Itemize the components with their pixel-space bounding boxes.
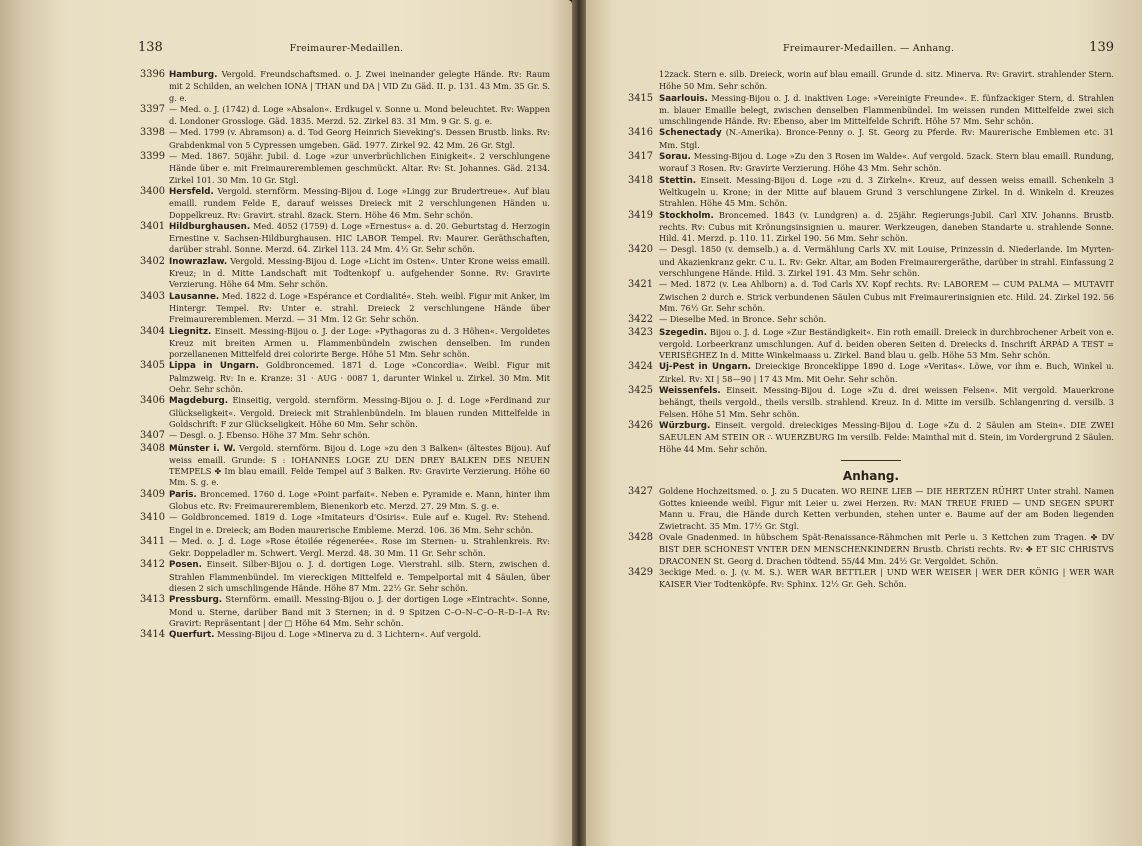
entry-number: 3428 bbox=[628, 531, 653, 543]
entry-number: 3407 bbox=[140, 430, 165, 442]
catalog-entry bbox=[140, 291, 550, 326]
entry-place: Münster i. W. bbox=[169, 443, 236, 454]
entry-number: 3426 bbox=[628, 419, 653, 431]
running-title: Freimaurer-Medaillen. bbox=[289, 43, 404, 54]
entry-text: Med. 4052 (1759) d. Loge »Ernestus« a. d. 20. Geburtstag d. Herzogin Ernestine v. Sachsen-Hildburghausen. HIC LABOR Tempel. Rv: Maurer. Geräthschaften, darüber strahl. Sonne. Merzd. 64. Zirkel 113. 24 Mm. 4½ Gr. Sehr schön. bbox=[169, 220, 550, 255]
entry-text: Vergold. Freundschaftsmed. o. J. Zwei ineinander gelegte Hände. Rv: Raum mit 2 Schilden, an welchen IONA | THAN und DA | VID Zu Gäd. II. p. 131. 43 Mm. 35 Gr. S. g. e. bbox=[169, 69, 550, 103]
entry-text: — Med. 1872 (v. Lea Ahlborn) a. d. Tod Carls XV. Kopf rechts. Rv: LABOREM — CUM PALMA — MUTAVIT Zwischen 2 durch e. Strick verbundenen Säulen Cubus mit Freimaurerinsignien etc. Hild. 24. Zirkel 192. 56 Mm. 76½ Gr. Sehr schön. bbox=[659, 279, 1114, 313]
catalog-entry bbox=[140, 256, 550, 291]
entry-text: Vergold. sternförm. Bijou d. Loge »zu den 3 Balken« (ältestes Bijou). Auf weiss emaill. Grunde: S : IOHANNES LOGE ZU DEN DREY BALKEN DES NEUEN TEMPELS ✤ Im blau emaill. Felde Tempel auf 3 Balken. Rv: Gravirte Verzierung. Höhe 60 Mm. S. g. e. bbox=[169, 442, 550, 488]
catalog-entry bbox=[140, 536, 550, 560]
entry-text: 3eckige Med. o. J. (v. M. S.). WER WAR BETTLER | UND WER WEISER | WER DER KÖNIG | WER WAR KAISER Vier Todtenköpfe. Rv: Sphinx. 12½ Gr. Geh. Schön. bbox=[659, 566, 1114, 590]
appendix-title: Anhang. bbox=[842, 468, 900, 483]
entry-text: Messing-Bijou d. Loge »Minerva zu d. 3 Lichtern«. Auf vergold. bbox=[217, 629, 481, 640]
catalog-entry bbox=[628, 385, 1114, 420]
entry-place: Weissenfels. bbox=[659, 386, 721, 397]
page-number: 139 bbox=[1089, 40, 1114, 55]
catalog-entry bbox=[628, 210, 1114, 245]
left-page-header bbox=[138, 40, 550, 55]
entry-text: — Goldbroncemed. 1819 d. Loge »Imitateurs d'Osiris«. Eule auf e. Kugel. Rv: Stehend. Engel in e. Dreieck; am Boden maurerische Embleme. Merzd. 106. 36 Mm. Sehr schön. bbox=[169, 512, 550, 535]
catalog-entry bbox=[140, 512, 550, 536]
catalog-entry bbox=[140, 104, 550, 128]
entry-text: Einseit. Silber-Bijou o. J. d. dortigen Loge. Vierstrahl. silb. Stern, zwischen d. Strahlen Flammenbündel. Im viereckigen Mittelfeld e. Tempelportal mit 4 Säulen, über diesen 2 sich umschlingende Hände. Höhe 87 Mm. 22½ Gr. Sehr schön. bbox=[169, 559, 551, 594]
entry-number: 3405 bbox=[140, 360, 165, 372]
entry-number: 3404 bbox=[140, 325, 165, 337]
catalog-entry bbox=[140, 489, 550, 513]
divider bbox=[841, 460, 901, 461]
entry-place: Hildburghausen. bbox=[169, 221, 251, 232]
entry-place: Liegnitz. bbox=[169, 326, 212, 337]
entry-text: Goldbroncemed. 1871 d. Loge »Concordia«. Weibl. Figur mit Palmzweig. Rv: In e. Kranze: 31 · AUG · 0087 1, darunter Winkel u. Zirkel. 30 Mm. Mit Oehr. Sehr schön. bbox=[169, 360, 550, 395]
book-gutter bbox=[572, 0, 586, 846]
entry-number: 3429 bbox=[628, 566, 653, 578]
entry-text: Broncemed. 1843 (v. Lundgren) a. d. 25jähr. Regierungs-Jubil. Carl XIV. Johanns. Brustb. rechts. Rv: Cubus mit Krönungsinsignien u. maurer. Werkzeugen, daneben Standarte u. strahlende Sonne. Hild. 41. Merzd. p. 110. 11. Zirkel 190. 56 Mm. Sehr schön. bbox=[659, 209, 1115, 244]
entry-text: Sternförm. emaill. Messing-Bijou o. J. der dortigen Loge »Eintracht«. Sonne, Mond u. Sterne, darüber Band mit 3 Sternen; in d. 9 Spitzen C–O–N–C–O–R–D–I–A Rv: Gravirt: Repräsentant | der □ Höhe 64 Mm. Sehr schön. bbox=[169, 594, 550, 628]
catalog-entry bbox=[140, 559, 550, 594]
catalog-entry bbox=[140, 186, 550, 221]
entry-place: Lausanne. bbox=[169, 291, 220, 302]
catalog-entry bbox=[628, 244, 1114, 279]
entry-text: Vergold. Messing-Bijou d. Loge »Licht im Osten«. Unter Krone weiss emaill. Kreuz; in d. Mitte Landschaft mit Todtenkopf u. aufgehender Sonne. Rv: Gravirte Verzierung. Höhe 64 Mm. Sehr schön. bbox=[169, 255, 551, 290]
entry-number: 3427 bbox=[628, 485, 653, 497]
entry-number: 3396 bbox=[140, 69, 165, 80]
catalog-entry bbox=[628, 279, 1114, 314]
entry-place: Querfurt. bbox=[169, 630, 215, 641]
entry-place: Stettin. bbox=[659, 175, 697, 186]
catalog-entry bbox=[140, 629, 550, 641]
catalog-entry bbox=[628, 69, 1114, 93]
catalog-entry bbox=[140, 127, 550, 151]
catalog-entry bbox=[140, 326, 550, 361]
catalog-entry bbox=[140, 151, 550, 186]
entry-list bbox=[140, 69, 550, 642]
catalog-entry bbox=[628, 93, 1114, 128]
entry-number: 3416 bbox=[628, 127, 653, 139]
catalog-entry bbox=[628, 567, 1114, 591]
entry-text: Ovale Gnadenmed. in hübschem Spät-Renaissance-Rähmchen mit Perle u. 3 Kettchen zum Tragen. ✤ DV BIST DER SCHONEST VNTER DEN MENSCHENKINDERN Brustb. Christi rechts. Rv: ✤ ET SIC CHRISTVS DRACONEN St. Georg d. Drachen tödtend. 55/44 Mm. 24½ Gr. Vergoldet. Schön. bbox=[659, 531, 1114, 566]
entry-text: — Med. o. J. d. Loge »Rose étoilée régenerée«. Rose im Sternen- u. Strahlenkreis. Rv: Gekr. Doppeladler m. Schwert. Vergl. Merzd. 48. 30 Mm. 11 Gr. Sehr schön. bbox=[169, 535, 550, 559]
entry-text: Vergold. sternförm. Messing-Bijou d. Loge »Lingg zur Brudertreue«. Auf blau emaill. rundem Felde E, darauf weisses Dreieck mit 2 verschlungenen Händen u. Doppelkreuz. Rv: Gravirt. strahl. 8zack. Stern. Höhe 46 Mm. Sehr schön. bbox=[169, 185, 550, 220]
entry-number: 3419 bbox=[628, 209, 653, 221]
entry-number: 3411 bbox=[140, 535, 165, 547]
catalog-entry bbox=[140, 69, 550, 104]
entry-list bbox=[628, 69, 1114, 455]
entry-text: Broncemed. 1760 d. Loge »Point parfait«. Neben e. Pyramide e. Mann, hinter ihm Globus etc. Rv: Freimaureremblem, Bienenkorb etc. Merzd. 27. 29 Mm. S. g. e. bbox=[169, 488, 550, 511]
entry-number: 3398 bbox=[140, 127, 165, 139]
catalog-entry bbox=[628, 532, 1114, 567]
entry-number: 3406 bbox=[140, 395, 165, 407]
entry-number: 3413 bbox=[140, 594, 165, 606]
catalog-entry bbox=[628, 151, 1114, 175]
running-title: Freimaurer-Medaillen. — Anhang. bbox=[782, 43, 955, 54]
entry-place: Paris. bbox=[169, 489, 197, 500]
entry-place: Szegedin. bbox=[659, 327, 707, 338]
entry-text: — Desgl. 1850 (v. demselb.) a. d. Vermählung Carls XV. mit Louise, Prinzessin d. Niederlande. Im Myrten- und Akazienkranz gekr. C u. L. Rv: Gekr. Altar, am Boden Freimaurergeräthe, darüber in strahl. Einfassung 2 verschlungene Hände. Hild. 3. Zirkel 191. 43 Mm. Sehr schön. bbox=[659, 244, 1114, 279]
right-page-header bbox=[628, 40, 1114, 55]
catalog-entry bbox=[140, 430, 550, 442]
entry-text: Bijou o. J. d. Loge »Zur Beständigkeit«. Ein roth emaill. Dreieck in durchbrochener Arbeit von e. vergold. Lorbeerkranz umschlungen. Auf d. beiden oberen Seiten d. Dreiecks d. Inschrift ÁRPÁD A TEST = VERISÉGHEZ In d. Mitte Winkelmaass u. Zirkel. Band blau u. gelb. Höhe 53 Mm. Sehr schön. bbox=[659, 326, 1114, 361]
entry-place: Magdeburg. bbox=[169, 396, 229, 407]
page-edge bbox=[0, 0, 60, 846]
entry-number: 3399 bbox=[140, 151, 165, 163]
entry-text: Goldene Hochzeitsmed. o. J. zu 5 Ducaten. WO REINE LIEB — DIE HERTZEN RÜHRT Unter strahl. Namen Gottes knieende weibl. Figur mit Leier u. zwei Herzen. Rv: MAN TREUE FRIED — UND SEGEN SPURT Mann u. Frau, die Hände durch Ketten verbunden, stehen unter e. Baume auf der am Boden liegenden Zwietracht. 35 Mm. 17½ Gr. Stgl. bbox=[659, 485, 1114, 531]
entry-number: 3397 bbox=[140, 103, 165, 115]
catalog-entry bbox=[140, 360, 550, 395]
entry-text: — Desgl. o. J. Ebenso. Höhe 37 Mm. Sehr schön. bbox=[169, 430, 371, 441]
entry-place: Hersfeld. bbox=[169, 186, 214, 197]
entry-number: 3402 bbox=[140, 255, 165, 267]
entry-text: — Med. o. J. (1742) d. Loge »Absalon«. Erdkugel v. Sonne u. Mond beleuchtet. Rv: Wappen d. Londoner Grossloge. Gäd. 1835. Merzd. 52. Zirkel 83. 31 Mm. 9 Gr. S. g. e. bbox=[169, 103, 550, 127]
entry-place: Schenectady bbox=[659, 128, 722, 139]
catalog-entry bbox=[628, 175, 1114, 210]
entry-text: (N.-Amerika). Bronce-Penny o. J. St. Georg zu Pferde. Rv: Maurerische Emblemen etc. 31 Mm. Stgl. bbox=[659, 127, 1114, 150]
entry-text: — Dieselbe Med. in Bronce. Sehr schön. bbox=[659, 314, 827, 325]
entry-number: 3417 bbox=[628, 151, 653, 163]
entry-number: 3424 bbox=[628, 361, 653, 373]
entry-number: 3408 bbox=[140, 442, 165, 454]
entry-number: 3412 bbox=[140, 559, 165, 571]
entry-text: Dreieckige Bronceklippe 1890 d. Loge »Veritas«. Löwe, vor ihm e. Buch, Winkel u. Zirkel. Rv: XI | 58—90 | 17 43 Mm. Mit Oehr. Sehr schön. bbox=[659, 361, 1114, 384]
entry-number: 3425 bbox=[628, 385, 653, 397]
entry-place: Uj-Pest in Ungarn. bbox=[659, 362, 752, 373]
entry-text: Messing-Bijou o. J. d. inaktiven Loge: »Vereinigte Freunde«. E. fünfzackiger Stern, d. Strahlen m. blauer Emaille belegt, zwischen denselben Flammenbündel. Im weissen runden Mittelfelde zwei sich umschlingende Hände. Rv: Ebenso, aber im Mittelfelde Schrift. Höhe 57 Mm. Sehr schön. bbox=[659, 92, 1114, 127]
appendix-entry-list bbox=[628, 486, 1114, 591]
entry-number: 3410 bbox=[140, 512, 165, 524]
entry-number: 3401 bbox=[140, 220, 165, 232]
entry-number: 3409 bbox=[140, 488, 165, 500]
catalog-entry bbox=[140, 221, 550, 256]
entry-number: 3421 bbox=[628, 279, 653, 291]
entry-text: Einseit. Messing-Bijou d. Loge »zu d. 3 Zirkeln«. Kreuz, auf dessen weiss emaill. Schenkeln 3 Weltkugeln u. Krone; in der Mitte auf blauem Grund 3 verschlungene Zirkel. In d. Winkeln d. Kreuzes Strahlen. Höhe 45 Mm. Schön. bbox=[659, 174, 1114, 209]
catalog-entry bbox=[628, 420, 1114, 455]
entry-place: Inowrazlaw. bbox=[169, 256, 228, 267]
entry-number: 3400 bbox=[140, 185, 165, 197]
catalog-entry bbox=[628, 127, 1114, 151]
entry-text: Einseit. Messing-Bijou o. J. der Loge: »Pythagoras zu d. 3 Höhen«. Vergoldetes Kreuz mit breiten Armen u. Flammenbündeln zwischen denselben. Im runden porzellanenen Mittelfeld drei colorirte Berge. Höhe 51 Mm. Sehr schön. bbox=[169, 325, 550, 360]
entry-text: Messing-Bijou d. Loge »Zu den 3 Rosen im Walde«. Auf vergold. 5zack. Stern blau emaill. Rundung, worauf 3 Rosen. Rv: Gravirte Verzierung. Höhe 43 Mm. Sehr schön. bbox=[659, 151, 1114, 174]
catalog-entry bbox=[140, 395, 550, 430]
entry-place: Saarlouis. bbox=[659, 93, 708, 104]
entry-place: Pressburg. bbox=[169, 595, 223, 606]
entry-place: Lippa in Ungarn. bbox=[169, 361, 259, 372]
catalog-entry bbox=[140, 594, 550, 629]
entry-text: Einseitig, vergold. sternförm. Messing-Bijou o. J. d. Loge »Ferdinand zur Glückseligkeit«. Vergold. Dreieck mit Strahlenbündeln. Im blauen runden Mittelfelde in Goldschrift: F zur Glückseligkeit. Höhe 60 Mm. Sehr schön. bbox=[169, 395, 550, 429]
catalog-entry bbox=[628, 314, 1114, 326]
entry-text: Einseit. vergold. dreieckiges Messing-Bijou d. Loge »Zu d. 2 Säulen am Stein«. DIE ZWEI SAEULEN AM STEIN OR ∴ WUERZBURG Im versilb. Felde: Mainthal mit d. Stein, im Vordergrund 2 Säulen. Höhe 44 Mm. Sehr schön. bbox=[659, 419, 1114, 454]
entry-number: 3403 bbox=[140, 290, 165, 302]
entry-text: Med. 1822 d. Loge »Espérance et Cordialité«. Steh. weibl. Figur mit Anker, im Hintergr. Tempel. Rv: Unter e. strahl. Dreieck 2 verschlungene Hände über Freimaureremblemen. Merzd. — 31 Mm. 12 Gr. Sehr schön. bbox=[169, 290, 550, 325]
entry-place: Posen. bbox=[169, 560, 202, 571]
entry-text: — Med. 1867. 50jähr. Jubil. d. Loge »zur unverbrüchlichen Einigkeit«. 2 verschlungene Hände über e. mit Freimaureremblemen geschmückt. Altar. Rv: St. Johannes. Gäd. 2134. Zirkel 101. 30 Mm. 10 Gr. Stgl. bbox=[169, 151, 550, 185]
appendix-heading bbox=[628, 460, 1114, 484]
entry-place: Sorau. bbox=[659, 152, 691, 163]
entry-text: — Med. 1799 (v. Abramson) a. d. Tod Georg Heinrich Sieveking's. Dessen Brustb. links. Rv: Grabdenkmal von 5 Cypressen umgeben. Gäd. 1977. Zirkel 92. 42 Mm. 26 Gr. Stgl. bbox=[169, 127, 550, 150]
entry-place: Würzburg. bbox=[659, 420, 711, 431]
entry-text: 12zack. Stern e. silb. Dreieck, worin auf blau emaill. Grunde d. sitz. Minerva. Rv: Gravirt. strahlender Stern. Höhe 50 Mm. Sehr schön. bbox=[659, 69, 1114, 92]
entry-place: Stockholm. bbox=[659, 210, 714, 221]
catalog-entry bbox=[628, 486, 1114, 532]
page-number: 138 bbox=[138, 40, 163, 55]
entry-number: 3415 bbox=[628, 92, 653, 104]
entry-place: Hamburg. bbox=[169, 70, 218, 80]
entry-number: 3423 bbox=[628, 326, 653, 338]
entry-number: 3420 bbox=[628, 244, 653, 256]
entry-number: 3414 bbox=[140, 629, 165, 641]
entry-number: 3422 bbox=[628, 314, 653, 326]
catalog-entry bbox=[628, 361, 1114, 385]
catalog-entry bbox=[140, 443, 550, 489]
entry-number: 3418 bbox=[628, 174, 653, 186]
entry-text: Einseit. Messing-Bijou d. Loge »Zu d. drei weissen Felsen«. Mit vergold. Mauerkrone behängt, theils vergold., theils versilb. strahlend. Kreuz. In d. Mitte im versilb. Schlangenring d. versilb. 3 Felsen. Höhe 51 Mm. Sehr schön. bbox=[659, 385, 1114, 419]
right-page bbox=[586, 0, 1142, 846]
catalog-entry bbox=[628, 327, 1114, 362]
